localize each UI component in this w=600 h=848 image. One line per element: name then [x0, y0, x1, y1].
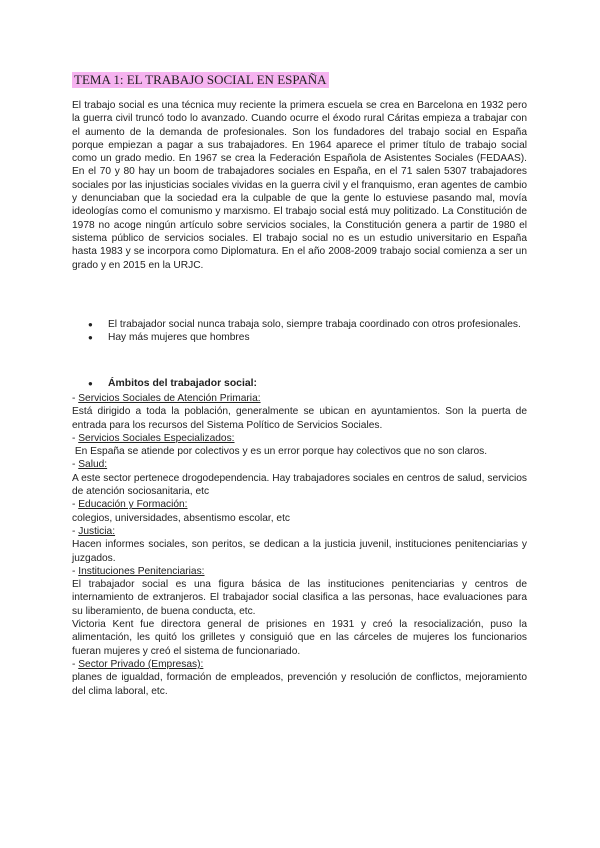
section-body: En España se atiende por colectivos y es un error porque hay colectivos que no son claros.	[72, 446, 488, 458]
section-title-text: Justicia:	[78, 525, 116, 537]
section-title: - Educación y Formación:	[72, 499, 188, 511]
section-body: El trabajador social es una figura básica de las instituciones penitenciarias y centros de internamiento de extranjeros. El trabajador social clasifica a las personas, hace evaluaciones para su liberamiento, de buena conducta, etc.	[72, 579, 527, 617]
intro-paragraph: El trabajo social es una técnica muy reciente la primera escuela se crea en Barcelona en 1932 pero la guerra civil truncó todo lo avanzado. Cuando ocurre el éxodo rural Cáritas empieza a trabajar con el aumento de la demanda de profesionales. Son los fundadores del trabajo social en España porque empiezan a pagar a sus trabajadores. En 1964 aparece el primer título de trabajo social como un grado medio. En 1967 se crea la Federación Española de Asistentes Sociales (FEDAAS). En el 70 y 80 hay un boom de trabajadores sociales en España, en el 71 salen 5307 trabajadores sociales por las injusticias sociales vividas en la guerra civil y el franquismo, eran agentes de cambio y denunciaban que la sociedad era la culpable de que la gente lo estuviese pasando mal, movía ideologías como el comunismo y marxismo. El trabajo social está muy politizado. La Constitución de 1978 no acoge ningún artículo sobre servicios sociales, la Constitución genera a partir de 1980 el sistema público de servicios sociales. El trabajo social no es un estudio universitario en España hasta 1983 y se incorpora como Diplomatura. En el año 2008-2009 trabajo social comienza a ser un grado y en 2015 en la URJC.	[72, 100, 527, 271]
section-title-text: Educación y Formación:	[78, 499, 188, 511]
bullet-item: ● El trabajador social nunca trabaja solo, siempre trabaja coordinado con otros profesionales.	[72, 318, 527, 331]
section-body: Está dirigido a toda la población, generalmente se ubican en ayuntamientos. Son la puerta de entrada para los recursos del Sistema Político de Servicios Sociales.	[72, 406, 527, 431]
section-title-text: Instituciones Penitenciarias:	[78, 565, 205, 577]
section-body: A este sector pertenece drogodependencia. Hay trabajadores sociales en centros de salud, servicios de atención sociosanitaria, etc	[72, 472, 527, 498]
section-title: - Servicios Sociales Especializados:	[72, 432, 235, 444]
ambitos-heading: ● Ámbitos del trabajador social:	[72, 378, 527, 389]
section-body: colegios, universidades, absentismo escolar, etc	[72, 512, 291, 524]
section-title: - Servicios Sociales de Atención Primaria:	[72, 393, 261, 404]
section-title-text: Servicios Sociales Especializados:	[78, 432, 235, 444]
section-title-text: Servicios Sociales de Atención Primaria:	[78, 393, 261, 404]
section-title: - Justicia:	[72, 525, 116, 537]
section-body-extra: Victoria Kent fue directora general de prisiones en 1931 y creó la resocialización, puso la alimentación, les quitó los grilletes y consiguió que en las cárceles de mujeres los funcionarios fueran mujeres y creó el sistema de funcionariado.	[72, 619, 527, 657]
section-body: Hacen informes sociales, son peritos, se dedican a la justicia juvenil, instituciones penitenciarias y juzgados.	[72, 539, 527, 564]
page-title: TEMA 1: EL TRABAJO SOCIAL EN ESPAÑA	[74, 72, 327, 87]
bullet-item: ● Hay más mujeres que hombres	[72, 331, 527, 344]
ambitos-sections	[72, 392, 527, 698]
section-title: - Sector Privado (Empresas):	[72, 658, 204, 670]
section-title: - Instituciones Penitenciarias:	[72, 565, 205, 577]
section-title-text: Sector Privado (Empresas):	[78, 658, 204, 670]
section-title-text: Salud:	[78, 459, 108, 471]
section-body: planes de igualdad, formación de empleados, prevención y resolución de conflictos, mejoramiento del clima laboral, etc.	[72, 672, 527, 697]
section-title: - Salud:	[72, 459, 108, 471]
bullet-list	[72, 318, 527, 345]
